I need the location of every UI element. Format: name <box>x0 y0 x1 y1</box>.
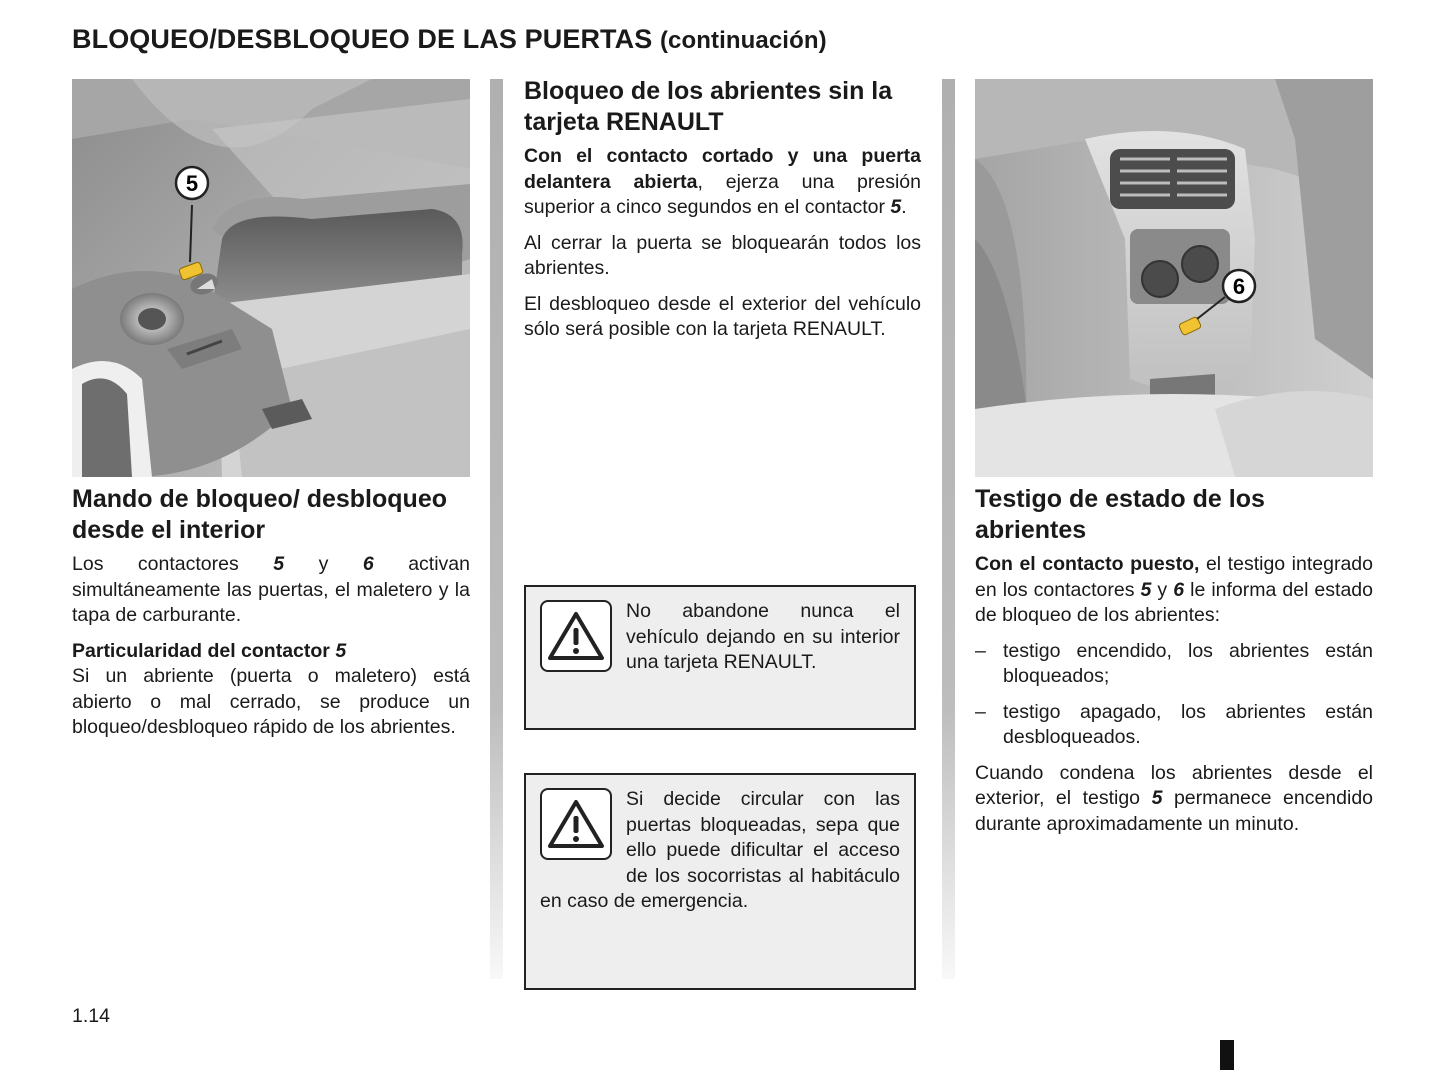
text-run: y <box>1151 578 1174 601</box>
text-run: , ejerza una presión superior a cinco segundos en el contactor <box>524 170 921 218</box>
exterior-lock-paragraph <box>975 761 1373 838</box>
list-item <box>975 639 1373 690</box>
subheading-text: Particularidad del contactor <box>72 639 336 662</box>
list-item-text: testigo encendido, los abrientes están bloqueados; <box>1003 639 1373 687</box>
page-title <box>72 24 827 55</box>
text-run: Cuando condena los abrientes desde el exterior, el testigo <box>975 761 1373 809</box>
lock-without-card-paragraph-1 <box>524 144 921 221</box>
switch-5-paragraph: Si un abriente (puerta o maletero) está abierto o mal cerrado, se produce un bloqueo/desbloqueo rápido de los abrientes. <box>72 665 470 738</box>
switch-number: 5 <box>1151 787 1163 809</box>
lock-without-card-paragraph-2: Al cerrar la puerta se bloquearán todos los abrientes. <box>524 231 921 279</box>
switch-number: 5 <box>335 639 347 662</box>
lock-without-card-heading: Bloqueo de los abrientes sin la tarjeta RENAULT <box>524 77 893 136</box>
column-divider-2 <box>942 79 955 979</box>
list-item <box>975 700 1373 751</box>
switch-number: 5 <box>273 553 285 575</box>
rear-console-illustration <box>975 79 1373 477</box>
switch-number: 5 <box>1140 578 1152 601</box>
rear-console-switch-photo <box>975 79 1373 477</box>
right-column <box>975 484 1373 847</box>
text-run: el testigo integrado en los contactores <box>975 553 1373 601</box>
warning-triangle-icon <box>540 600 612 672</box>
warning-text: No abandone nunca el vehículo dejando en su interior una tarjeta RENAULT. <box>626 600 900 673</box>
text-run: y <box>284 553 363 575</box>
section-edge-mark <box>1220 1040 1234 1070</box>
bold-run: Con el contacto puesto, <box>975 553 1200 575</box>
switch-number: 6 <box>362 553 374 575</box>
bold-run: Con el contacto cortado y una puerta delantera abierta <box>524 145 921 193</box>
page-number: 1.14 <box>72 1005 110 1027</box>
interior-lock-paragraph <box>72 552 470 629</box>
warning-box-card <box>524 585 916 730</box>
status-indicator-heading: Testigo de estado de los abrientes <box>975 485 1265 544</box>
text-run: . <box>901 196 907 218</box>
warning-box-emergency <box>524 773 916 990</box>
left-column <box>72 484 470 751</box>
page-title-suffix: (continuación) <box>659 27 827 54</box>
armrest-illustration <box>72 79 470 477</box>
callout-6-label: 6 <box>1232 274 1246 299</box>
dash-bullet: – <box>975 700 986 723</box>
list-item-text: testigo apagado, los abrientes están desbloqueados. <box>1003 700 1373 748</box>
dash-bullet: – <box>975 639 986 662</box>
interior-lock-heading: Mando de bloqueo/ desbloqueo desde el interior <box>72 485 447 544</box>
column-divider-1 <box>490 79 503 979</box>
text-run: Los contactores <box>72 553 274 575</box>
status-indicator-paragraph <box>975 552 1373 629</box>
page-title-main: BLOQUEO/DESBLOQUEO DE LAS PUERTAS <box>72 24 653 54</box>
callout-5-label: 5 <box>185 171 199 196</box>
text-run: activan simultáneamente las puertas, el maletero y la tapa de carburante. <box>72 553 470 626</box>
text-run: le informa del estado de bloqueo de los abrientes: <box>975 578 1373 626</box>
switch-number: 5 <box>890 196 902 218</box>
warning-triangle-icon <box>540 788 612 860</box>
middle-column <box>524 76 921 353</box>
lock-without-card-paragraph-3: El desbloqueo desde el exterior del vehículo sólo será posible con la tarjeta RENAULT. <box>524 292 921 340</box>
switch-5-subheading <box>72 639 470 665</box>
switch-number: 6 <box>1173 578 1185 601</box>
text-run: permanece encendido durante aproximadamente un minuto. <box>975 787 1374 835</box>
armrest-switch-photo <box>72 79 470 477</box>
warning-text: Si decide circular con las puertas bloqueadas, sepa que ello puede dificultar el acceso de los socorristas al habitáculo en caso de emergencia. <box>540 788 900 912</box>
